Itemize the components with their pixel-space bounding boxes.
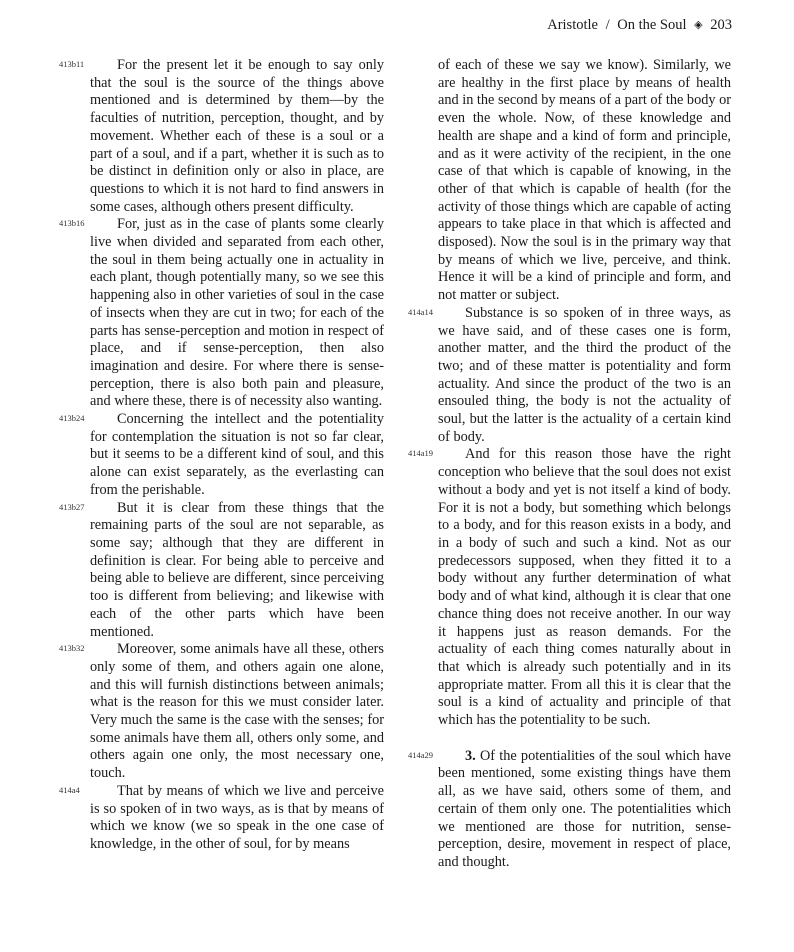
- paragraph-text: Moreover, some animals have all these, others only some of them, and others again one alone, and this will furnish distinctions between animals; what is the reason for this we must consider later. Very much the same is the case with the senses; for some animals have them all, others only some, and others again one only, the most necessary one, touch.: [90, 641, 384, 782]
- paragraph: [408, 304, 731, 447]
- paragraph-text: And for this reason those have the right conception who believe that the soul does not exist without a body and yet is not itself a kind of body. For it is not a body, but something which belongs to a body, and for this reason exists in a body, and in a body of such and such a kind. Not as our predecessors supposed, when they fitted it to a body without any further determination of what body and of what kind, although it is clear that one chance thing does not receive another. In our way it happens just as reason demands. For the actuality of each thing comes naturally about in that which is already such potentially and in its appropriate matter. From all this it is clear that the soul is a kind of actuality and principle of that which has the potentiality to be such.: [438, 446, 731, 729]
- header-author: Aristotle: [547, 17, 598, 33]
- paragraph: [408, 446, 731, 729]
- paragraph: [59, 411, 384, 500]
- bekker-reference: 413b27: [59, 501, 85, 512]
- paragraph: [59, 641, 384, 783]
- bekker-reference: 413b16: [59, 218, 85, 229]
- section-spacer: [438, 730, 731, 748]
- bekker-reference: 414a29: [408, 749, 434, 760]
- paragraph-text: Of the potentialities of the soul which have been mentioned, some existing things have them all, as we have said, others some of them, and certain of them only one. The potentialities which we mentioned are those for nutrition, sense-perception, desire, movement in respect of place, and thought.: [438, 747, 731, 870]
- paragraph-text: But it is clear from these things that the remaining parts of the soul are not separable, as some say; although that they are different in definition is clear. For being able to perceive and being able to believe are different, since perceiving too is different from believing; and likewise with each of the other parts which have been mentioned.: [90, 499, 384, 640]
- bekker-reference: 413b11: [59, 59, 85, 69]
- header-separator: /: [605, 17, 610, 33]
- page-number: 203: [710, 17, 732, 33]
- paragraph: [59, 57, 384, 216]
- header-title: On the Soul: [617, 17, 687, 33]
- bekker-reference: 414a19: [408, 448, 434, 459]
- bekker-reference: 414a4: [59, 784, 80, 795]
- paragraph-text: For the present let it be enough to say only that the soul is the source of the things above mentioned and is determined by them—by the faculties of nutrition, perception, thought, and by movement. Whether each of these is a soul or a part of a soul, and if a part, whether it is such as to be distinct in definition only or also in place, are questions to which it is not hard to find answers in some cases, although others present difficulty.: [90, 57, 384, 215]
- paragraph: [59, 782, 384, 854]
- paragraph-text: Substance is so spoken of in three ways, as we have said, and of these cases one is form, another matter, and the third the product of the two; and of these matter is potentiality and form actuality. And since the product of the two is an ensouled thing, the body is not the actuality of soul, but the latter is the actuality of a certain kind of body.: [438, 304, 731, 445]
- paragraph-text: of each of these we say we know). Similarly, we are healthy in the first place by means of health and in the second by means of a part of the body or even the whole. Now, of these knowledge and health are shape and a kind of form and principle, and as it were activity of the recipient, in the one case of that which is capable of knowing, in the other of that which is capable of health (for the activity of those things which are capable of acting appears to take place in that which is affected and disposed). Now the soul is in the primary way that by means of which we live, perceive, and think. Hence it will be a kind of principle and form, and not matter or subject.: [438, 57, 732, 304]
- section-paragraph: [408, 747, 731, 872]
- ornament-icon: ◈: [694, 19, 703, 31]
- paragraph-continued: [438, 57, 731, 305]
- paragraph-text: Concerning the intellect and the potentiality for contemplation the situation is not so far clear, but it seems to be a different kind of soul, and this alone can exist separately, as the everlasting can from the perishable.: [90, 411, 384, 498]
- bekker-reference: 414a14: [408, 306, 434, 317]
- paragraph-text: For, just as in the case of plants some clearly live when divided and separated from each other, the soul in them being actually one in actuality in each plant, though potentially many, so we see this happening also in other varieties of soul in the case of insects when they are cut in two; for each of the parts has sense-perception and motion in respect of place, and if sense-perception, then also imagination and desire. For where there is sense-perception, there is also both pain and pleasure, and where these, there is of necessity also wanting.: [90, 216, 384, 410]
- section-number: 3.: [465, 747, 476, 764]
- running-header: [547, 17, 732, 34]
- paragraph: [59, 216, 384, 411]
- paragraph: [59, 499, 384, 642]
- bekker-reference: 413b24: [59, 413, 85, 424]
- bekker-reference: 413b32: [59, 643, 85, 654]
- right-column: [408, 57, 732, 872]
- left-column: [59, 57, 384, 854]
- paragraph-text: That by means of which we live and perceive is so spoken of in two ways, as is that by means of which we know (we so speak in the one case of knowledge, in the other of soul, for by means: [90, 782, 384, 852]
